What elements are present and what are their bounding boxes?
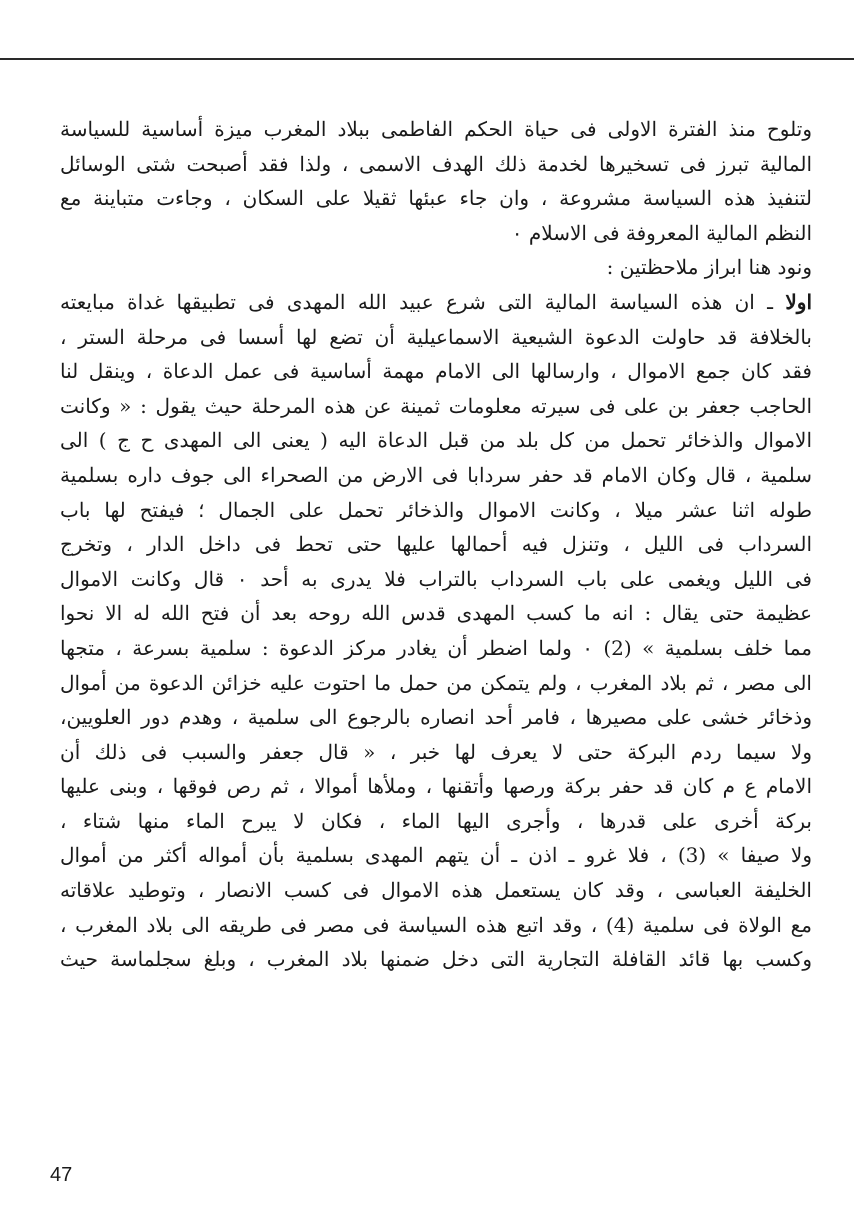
text-line: النظم المالية المعروفة فى الاسلام ٠ bbox=[511, 220, 812, 245]
text-line: ونود هنا ابراز ملاحظتين : bbox=[606, 255, 812, 280]
text-line: بركة أخرى على قدرها ، وأجرى اليها الماء ، فكان لا يبرح الماء منها شتاء ، bbox=[60, 808, 812, 833]
text-line: وكسب بها قائد القافلة التجارية التى دخل ضمنها بلاد المغرب ، وبلغ سجلماسة حيث bbox=[60, 947, 812, 972]
text-line: ولا سيما ردم البركة حتى لا يعرف لها خبر ، « قال جعفر والسبب فى ذلك أن bbox=[60, 739, 812, 764]
text-line: طوله اثنا عشر ميلا ، وكانت الاموال والذخائر تحمل على الجمال ؛ فيفتح لها باب bbox=[60, 497, 812, 522]
paragraph-lead: اولا bbox=[785, 289, 812, 314]
text-line: ولا صيفا » (3) ، فلا غرو ـ اذن ـ أن يتهم المهدى بسلمية بأن أمواله أكثر من أموال bbox=[60, 843, 812, 868]
text-line: فقد كان جمع الاموال ، وارسالها الى الامام مهمة أساسية فى عمل الدعاة ، وينقل لنا bbox=[60, 359, 812, 384]
page-number: 47 bbox=[50, 1164, 73, 1186]
text-line: الامام ع م كان قد حفر بركة ورصها وأتقنها ، وملأها أموالا ، ثم رص فوقها ، وبنى عليها bbox=[60, 774, 812, 799]
text-line: المالية تبرز فى تسخيرها لخدمة ذلك الهدف الاسمى ، ولذا فقد أصبحت شتى الوسائل bbox=[60, 151, 812, 176]
text-line bbox=[60, 977, 812, 1012]
text-line: بالخلافة قد حاولت الدعوة الشيعية الاسماعيلية أن تضع لها أسسا فى مرحلة الستر ، bbox=[60, 324, 812, 349]
text-line: وتلوح منذ الفترة الاولى فى حياة الحكم الفاطمى ببلاد المغرب ميزة أساسية للسياسة bbox=[60, 117, 812, 141]
text-line: السرداب فى الليل ، وتنزل فيه أحمالها عليها حتى تحط فى داخل الدار ، وتخرج bbox=[60, 532, 812, 557]
text-line-rest: ـ ان هذه السياسة المالية التى شرع عبيد الله المهدى فى تطبيقها غداة مبايعته bbox=[60, 289, 786, 314]
text-line: الاموال والذخائر تحمل من كل بلد من قبل الدعاة اليه ( يعنى الى المهدى ح ج ) الى bbox=[60, 428, 812, 453]
text-line: فى الليل ويغمى على باب السرداب بالتراب فلا يدرى به أحد ٠ قال وكانت الاموال bbox=[60, 566, 812, 591]
body-text bbox=[60, 112, 812, 1011]
text-line: عظيمة حتى يقال : انه ما كسب المهدى قدس الله روحه بعد أن فتح الله له الا نحوا bbox=[60, 601, 812, 626]
text-line: الحاجب جعفر بن على فى سيرته معلومات ثمينة عن هذه المرحلة حيث يقول : « وكانت bbox=[60, 393, 812, 418]
text-line-with-lead bbox=[60, 285, 812, 320]
header-rule bbox=[0, 58, 854, 60]
text-line: وذخائر خشى على مصيرها ، فامر أحد انصاره بالرجوع الى سلمية ، وهدم دور العلويين، bbox=[60, 705, 812, 730]
text-line: الخليفة العباسى ، وقد كان يستعمل هذه الاموال فى كسب الانصار ، وتوطيد علاقاته bbox=[60, 878, 812, 903]
text-line: مما خلف بسلمية » (2) ٠ ولما اضطر أن يغادر مركز الدعوة : سلمية بسرعة ، متجها bbox=[60, 635, 812, 660]
text-line: مع الولاة فى سلمية (4) ، وقد اتبع هذه السياسة فى مصر فى طريقه الى بلاد المغرب ، bbox=[60, 912, 812, 937]
text-line: لتنفيذ هذه السياسة مشروعة ، وان جاء عبئها ثقيلا على السكان ، وجاءت متباينة مع bbox=[60, 186, 812, 211]
text-line: سلمية ، قال وكان الامام قد حفر سردابا فى الارض من الصحراء الى جوف داره بسلمية bbox=[60, 462, 812, 487]
text-line: الى مصر ، ثم بلاد المغرب ، ولم يتمكن من حمل ما احتوت عليه خزائن الدعوة من أموال bbox=[60, 670, 812, 695]
